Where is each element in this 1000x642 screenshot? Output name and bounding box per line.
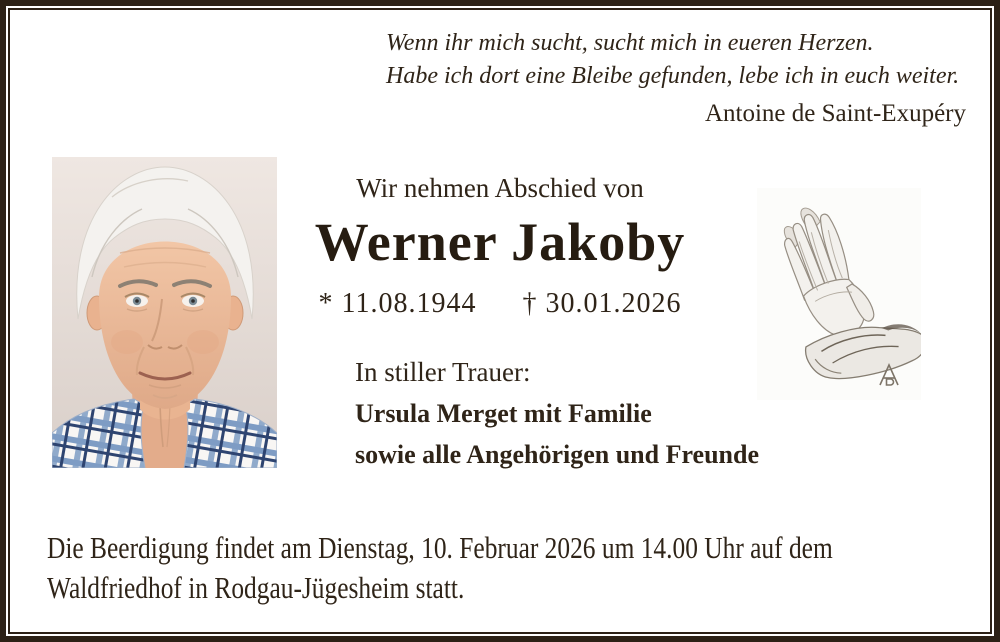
portrait-photo (52, 157, 277, 468)
mourner-line: Ursula Merget mit Familie (355, 399, 652, 428)
praying-hands-drawing (757, 188, 921, 400)
farewell-intro: Wir nehmen Abschied von (356, 173, 644, 203)
mourner-line: sowie alle Angehörigen und Freunde (355, 440, 760, 469)
quote-line-1: Wenn ihr mich sucht, sucht mich in eueren Herzen. (386, 30, 874, 56)
portrait-illustration (52, 157, 277, 468)
memorial-quote (386, 27, 966, 128)
funeral-line-2: Waldfriedhof in Rodgau-Jügesheim statt. (47, 570, 465, 605)
mourning-block (355, 355, 759, 471)
quote-line-2: Habe ich dort eine Bleibe gefunden, lebe ich in euch weiter. (386, 63, 960, 89)
quote-attribution: Antoine de Saint-Exupéry (704, 100, 966, 127)
life-dates (250, 288, 750, 320)
funeral-information (47, 528, 998, 608)
praying-hands-image (757, 188, 921, 400)
funeral-line-1: Die Beerdigung findet am Dienstag, 10. Februar 2026 um 14.00 Uhr auf dem (47, 530, 833, 565)
mourning-heading: In stiller Trauer: (355, 357, 531, 387)
death-date: † 30.01.2026 (522, 288, 682, 319)
birth-date: * 11.08.1944 (318, 288, 477, 319)
deceased-name: Werner Jakoby (314, 212, 686, 272)
